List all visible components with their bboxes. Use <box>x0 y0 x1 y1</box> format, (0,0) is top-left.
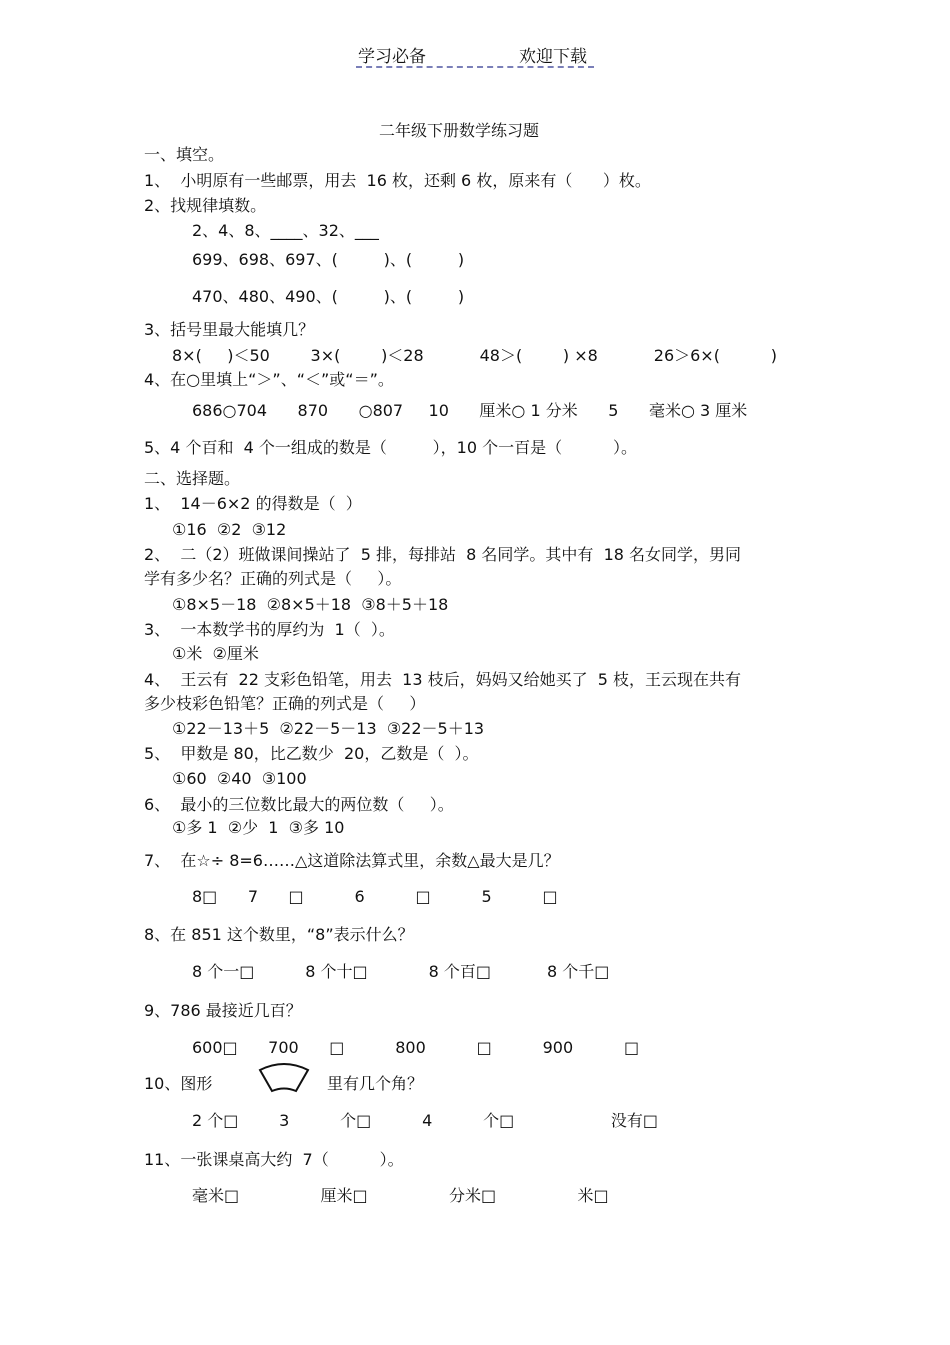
q2-11-options: 毫米□ 厘米□ 分米□ 米□ <box>192 1186 609 1205</box>
q1-3-text: 3、括号里最大能填几？ <box>144 320 315 339</box>
q2-1-text: 1、 14－6×2 的得数是（ ） <box>144 494 362 513</box>
q2-2-text-line-1: 2、 二（2）班做课间操站了 5 排，每排站 8 名同学。其中有 18 名女同学，男同 <box>144 545 742 564</box>
q2-1-options: ①16 ②2 ③12 <box>172 520 287 539</box>
q1-3-items: 8×( )＜50 3×( )＜28 48＞( ) ×8 26＞6×( ) <box>172 346 778 365</box>
q2-11-text: 11、一张课桌高大约 7（ ）。 <box>144 1150 404 1169</box>
header-right-text: 欢迎下载 <box>519 47 587 67</box>
section-1-heading: 一、填空。 <box>144 145 225 164</box>
q1-2-seq-3: 470、480、490、( )、( ) <box>192 287 465 306</box>
q2-7-text: 7、 在☆÷ 8=6……△这道除法算式里，余数△最大是几？ <box>144 851 560 870</box>
q2-6-text: 6、 最小的三位数比最大的两位数（ ）。 <box>144 795 454 814</box>
fan-shape-figure <box>258 1062 310 1094</box>
page-title: 二年级下册数学练习题 <box>379 121 540 140</box>
section-2-heading: 二、选择题。 <box>144 469 241 488</box>
q2-9-text: 9、786 最接近几百？ <box>144 1001 302 1020</box>
q2-9-options: 600□ 700 □ 800 □ 900 □ <box>192 1038 640 1057</box>
q2-4-text-line-2: 多少枝彩色铅笔？正确的列式是（ ） <box>144 694 426 713</box>
q1-2-seq-1: 2、4、8、____、32、___ <box>192 221 379 240</box>
q1-5-text: 5、4 个百和 4 个一组成的数是（ ），10 个一百是（ ）。 <box>144 438 637 457</box>
q2-8-options: 8 个一□ 8 个十□ 8 个百□ 8 个千□ <box>192 962 610 981</box>
q2-10-text-end: 里有几个角？ <box>327 1074 424 1093</box>
q2-2-text-line-2: 学有多少名？正确的列式是（ ）。 <box>144 569 402 588</box>
q2-3-options: ①米 ②厘米 <box>172 644 259 663</box>
q1-2-seq-2: 699、698、697、( )、( ) <box>192 250 465 269</box>
q2-7-options: 8□ 7 □ 6 □ 5 □ <box>192 887 558 906</box>
page-header <box>356 40 594 68</box>
q2-2-options: ①8×5－18 ②8×5＋18 ③8＋5＋18 <box>172 595 449 614</box>
q2-10-text-start: 10、图形 <box>144 1074 213 1093</box>
q1-4-text: 4、在○里填上“＞”、“＜”或“＝”。 <box>144 370 394 389</box>
q2-10-options: 2 个□ 3 个□ 4 个□ 没有□ <box>192 1111 658 1130</box>
q2-5-options: ①60 ②40 ③100 <box>172 769 307 788</box>
header-left-text: 学习必备 <box>358 47 426 67</box>
q1-1-text: 1、 小明原有一些邮票，用去 16 枚，还剩 6 枚，原来有（ ）枚。 <box>144 171 651 190</box>
q1-4-items: 686○704 870 ○807 10 厘米○ 1 分米 5 毫米○ 3 厘米 <box>192 401 748 420</box>
q1-2-text: 2、找规律填数。 <box>144 196 267 215</box>
q2-5-text: 5、 甲数是 80，比乙数少 20，乙数是（ ）。 <box>144 744 479 763</box>
q2-3-text: 3、 一本数学书的厚约为 1（ ）。 <box>144 620 395 639</box>
q2-6-options: ①多 1 ②少 1 ③多 10 <box>172 818 345 837</box>
q2-8-text: 8、在 851 这个数里，“8”表示什么？ <box>144 925 414 944</box>
q2-4-text-line-1: 4、 王云有 22 支彩色铅笔，用去 13 枝后，妈妈又给她买了 5 枝，王云现在共有 <box>144 670 742 689</box>
q2-4-options: ①22－13＋5 ②22－5－13 ③22－5＋13 <box>172 719 485 738</box>
